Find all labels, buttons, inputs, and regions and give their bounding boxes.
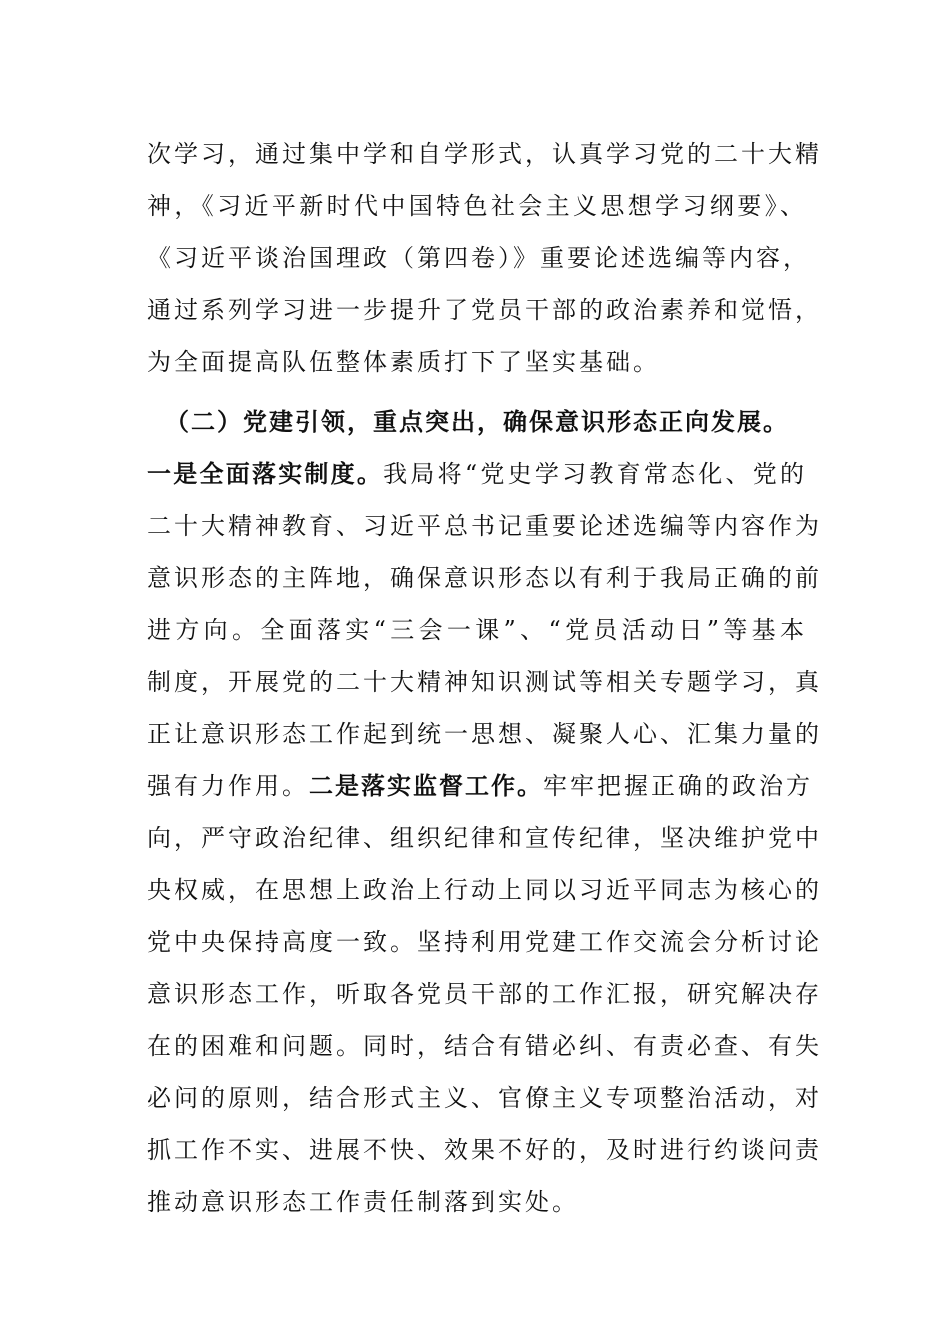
text-line: 通过系列学习进一步提升了党员干部的政治素养和觉悟，	[147, 296, 822, 324]
text-line: 抓工作不实、进展不快、效果不好的，及时进行约谈问责	[147, 1136, 822, 1164]
text-line: 意识形态的主阵地，确保意识形态以有利于我局正确的前	[147, 564, 822, 592]
text-line: 推动意识形态工作责任制落到实处。	[147, 1188, 579, 1216]
text-line: 次学习，通过集中学和自学形式，认真学习党的二十大精	[147, 140, 822, 168]
text-line: 二十大精神教育、习近平总书记重要论述选编等内容作为	[147, 512, 822, 540]
text-line: 正让意识形态工作起到统一思想、凝聚人心、汇集力量的	[147, 720, 822, 748]
text-line: 进方向。全面落实“三会一课”、“党员活动日”等基本	[147, 616, 807, 644]
text-run: 强有力作用。	[147, 772, 309, 800]
paragraph-1	[147, 128, 822, 388]
text-line: 制度，开展党的二十大精神知识测试等相关专题学习，真	[147, 668, 822, 696]
text-line: 央权威，在思想上政治上行动上同以习近平同志为核心的	[147, 876, 822, 904]
document-body	[147, 128, 822, 1228]
text-line: 为全面提高队伍整体素质打下了坚实基础。	[147, 348, 660, 376]
text-line: 必问的原则，结合形式主义、官僚主义专项整治活动，对	[147, 1084, 822, 1112]
paragraph-2	[147, 396, 822, 1228]
point-2-title: 二是落实监督工作。	[309, 772, 543, 800]
text-line	[147, 760, 813, 812]
text-line: 神，《习近平新时代中国特色社会主义思想学习纲要》、	[147, 192, 807, 220]
text-run: 牢牢把握正确的政治方	[543, 772, 813, 800]
text-line	[147, 448, 807, 500]
text-line: 党中央保持高度一致。坚持利用党建工作交流会分析讨论	[147, 928, 822, 956]
point-1-title: 一是全面落实制度。	[147, 460, 384, 488]
text-line: 《习近平谈治国理政（第四卷）》重要论述选编等内容，	[147, 244, 810, 272]
text-line: 在的困难和问题。同时，结合有错必纠、有责必查、有失	[147, 1032, 822, 1060]
text-run: 我局将“党史学习教育常态化、党的	[383, 460, 807, 488]
text-line: 向，严守政治纪律、组织纪律和宣传纪律，坚决维护党中	[147, 824, 822, 852]
section-heading: （二）党建引领，重点突出，确保意识形态正向发展。	[165, 408, 789, 436]
paragraph-spacer	[147, 388, 807, 396]
text-line: 意识形态工作，听取各党员干部的工作汇报，研究解决存	[147, 980, 822, 1008]
